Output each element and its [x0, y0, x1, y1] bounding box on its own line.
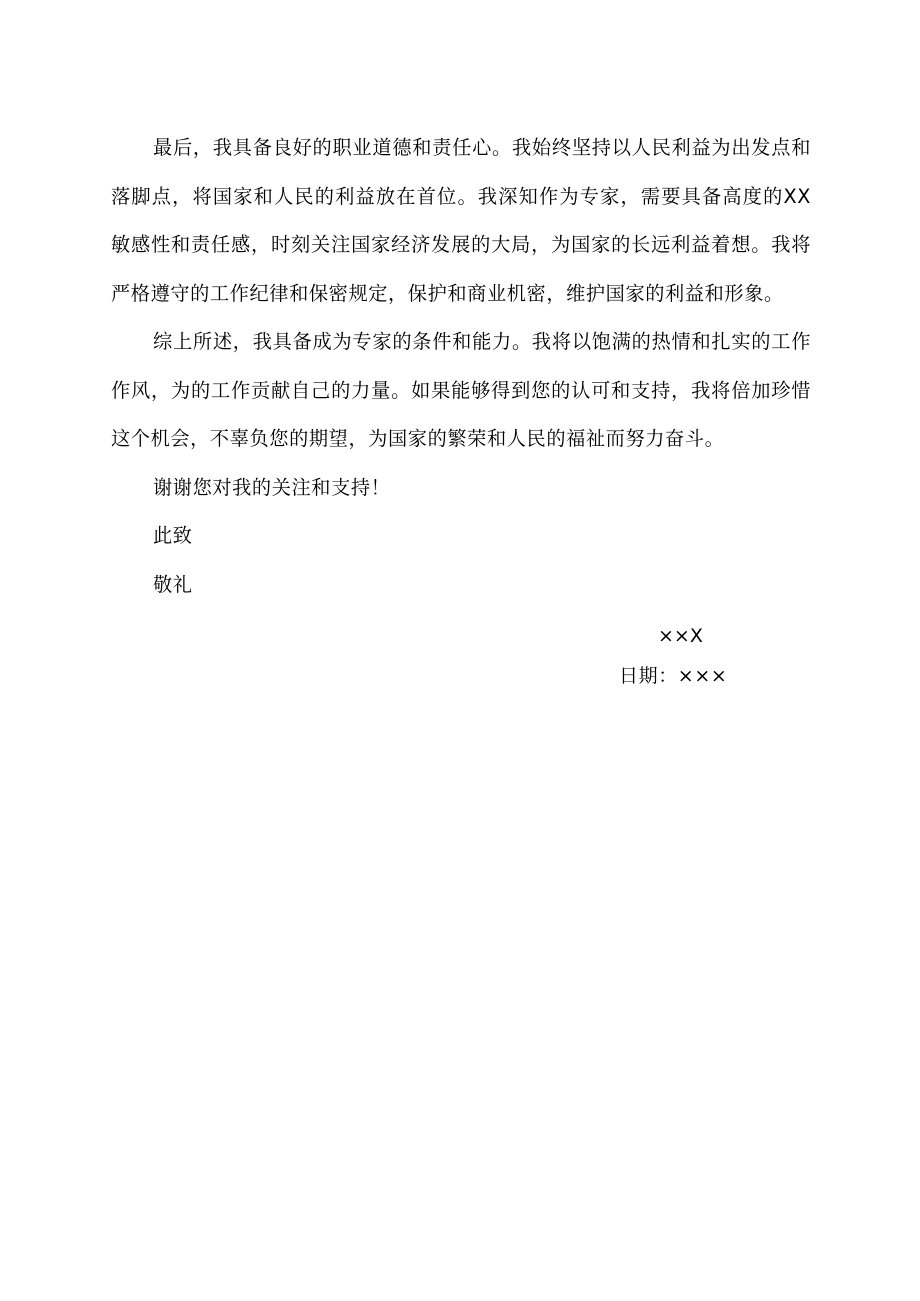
letter-body: [111, 124, 811, 609]
paragraph-ethics: 最后，我具备良好的职业道德和责任心。我始终坚持以人民利益为出发点和落脚点，将国家和人民的利益放在首位。我深知作为专家，需要具备高度的XX敏感性和责任感，时刻关注国家经济发展的大局，为国家的长远利益着想。我将严格遵守的工作纪律和保密规定，保护和商业机密，维护国家的利益和形象。: [111, 136, 811, 305]
paragraph-summary: 综上所述，我具备成为专家的条件和能力。我将以饱满的热情和扎实的工作作风，为的工作贡献自己的力量。如果能够得到您的认可和支持，我将倍加珍惜这个机会，不辜负您的期望，为国家的繁荣和人民的福祉而努力奋斗。: [111, 330, 811, 450]
signature-name: ××X: [658, 625, 703, 647]
closing-line: 此致: [153, 524, 193, 547]
salute-line: 敬礼: [153, 572, 193, 596]
signature-date: 日期：×××: [619, 665, 728, 687]
thanks-line: 谢谢您对我的关注和支持！: [153, 475, 391, 499]
